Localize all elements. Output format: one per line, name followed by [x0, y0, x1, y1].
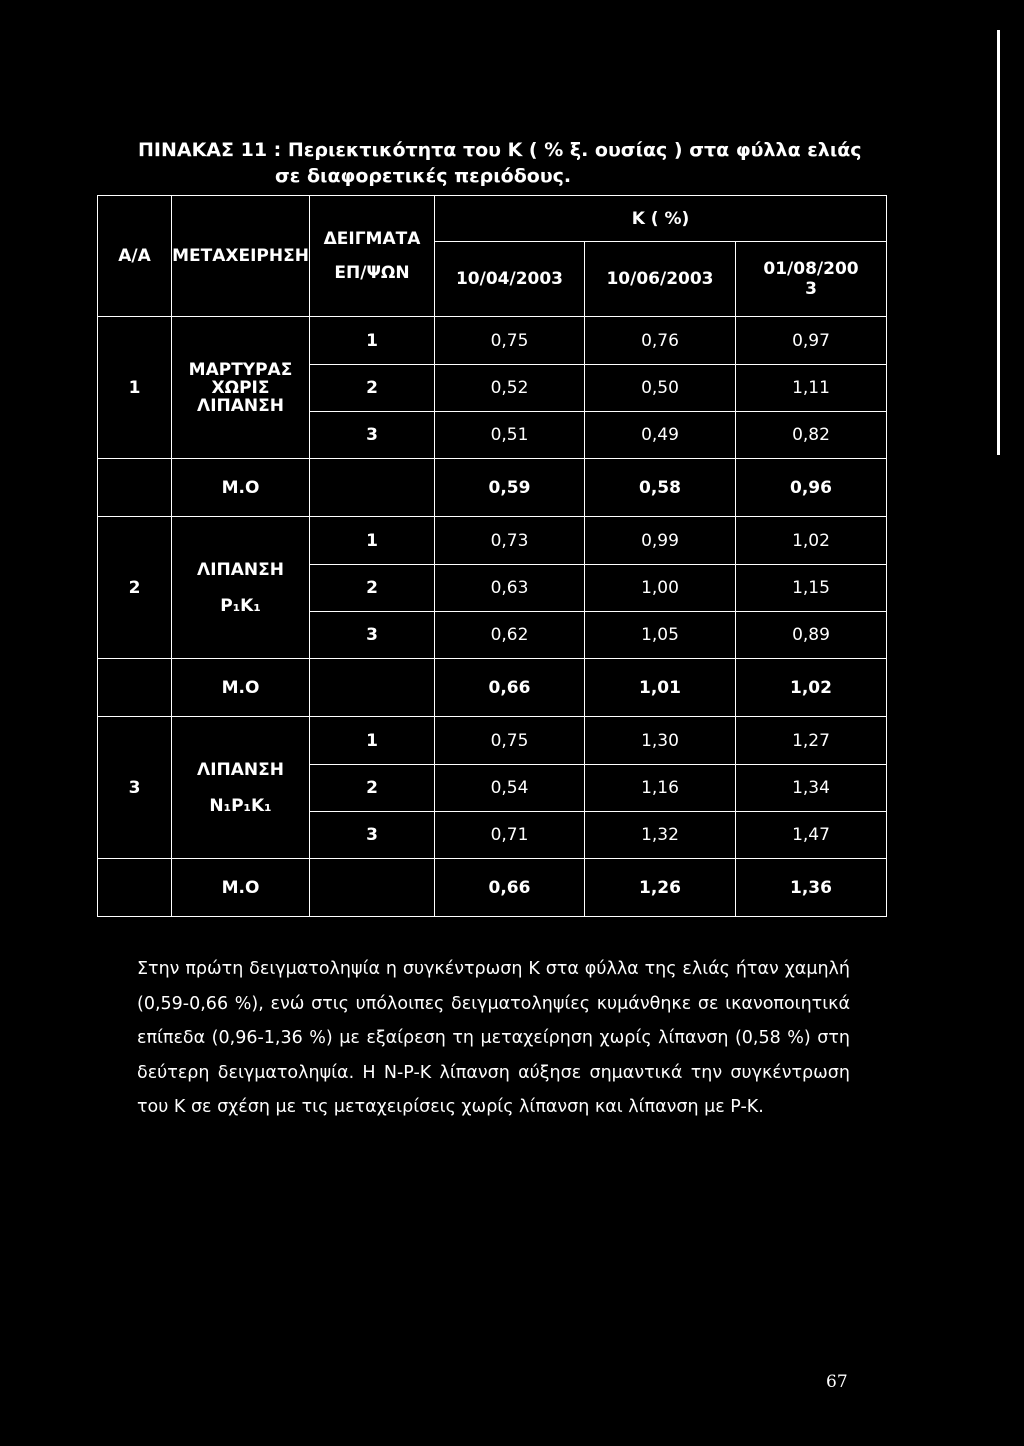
value-cell-date-3: 1,02: [736, 517, 887, 565]
mean-row: [98, 659, 887, 717]
mean-label: Μ.Ο: [172, 659, 310, 717]
sample-cell: 3: [310, 812, 435, 859]
header-date-2: 10/06/2003: [585, 242, 736, 317]
sample-cell: 1: [310, 317, 435, 365]
empty-cell: [310, 659, 435, 717]
header-row-1: [98, 196, 887, 242]
title-line-1: ΠΙΝΑΚΑΣ 11 : Περιεκτικότητα του Κ ( % ξ. ουσίας ) στα φύλλα ελιάς: [138, 139, 862, 161]
treatment-line: ΛΙΠΑΝΣΗ: [197, 395, 284, 416]
value-cell-date-2: 1,30: [585, 717, 736, 765]
value-cell-date-3: 0,97: [736, 317, 887, 365]
treatment-line: N₁P₁K₁: [209, 795, 272, 816]
value-cell-date-1: 0,71: [435, 812, 585, 859]
header-samples-line-1: ΔΕΙΓΜΑΤΑ: [323, 229, 421, 249]
header-date-3-line-1: 01/08/200: [763, 259, 859, 279]
empty-cell: [310, 459, 435, 517]
mean-row: [98, 459, 887, 517]
header-aa: Α/Α: [98, 196, 172, 317]
empty-cell: [310, 859, 435, 917]
treatment-cell: [172, 317, 310, 459]
value-cell-date-1: 0,51: [435, 412, 585, 459]
empty-cell: [98, 659, 172, 717]
value-cell-date-3: 1,27: [736, 717, 887, 765]
mean-value-date-1: 0,66: [435, 659, 585, 717]
value-cell-date-3: 1,34: [736, 765, 887, 812]
value-cell-date-2: 0,49: [585, 412, 736, 459]
mean-value-date-1: 0,66: [435, 859, 585, 917]
sample-cell: 2: [310, 365, 435, 412]
value-cell-date-3: 1,11: [736, 365, 887, 412]
value-cell-date-2: 1,16: [585, 765, 736, 812]
value-cell-date-1: 0,73: [435, 517, 585, 565]
mean-value-date-2: 1,01: [585, 659, 736, 717]
header-date-3-line-2: 3: [805, 279, 817, 299]
value-cell-date-1: 0,63: [435, 565, 585, 612]
table-row: [98, 317, 887, 365]
header-samples-line-2: ΕΠ/ΨΩΝ: [334, 263, 410, 283]
mean-value-date-2: 1,26: [585, 859, 736, 917]
empty-cell: [98, 859, 172, 917]
value-cell-date-1: 0,52: [435, 365, 585, 412]
header-k-group: Κ ( %): [435, 196, 887, 242]
margin-line: [997, 30, 1000, 455]
header-treatment: ΜΕΤΑΧΕΙΡΗΣΗ: [172, 196, 310, 317]
treatment-line: P₁K₁: [220, 595, 261, 616]
treatment-line: ΜΑΡΤΥΡΑΣ: [188, 359, 293, 380]
value-cell-date-2: 0,76: [585, 317, 736, 365]
mean-label: Μ.Ο: [172, 459, 310, 517]
sample-cell: 1: [310, 517, 435, 565]
sample-cell: 3: [310, 612, 435, 659]
header-samples: [310, 196, 435, 317]
value-cell-date-2: 1,32: [585, 812, 736, 859]
value-cell-date-1: 0,62: [435, 612, 585, 659]
group-id-cell: 2: [98, 517, 172, 659]
value-cell-date-2: 0,50: [585, 365, 736, 412]
treatment-line: ΛΙΠΑΝΣΗ: [197, 559, 284, 580]
value-cell-date-3: 0,89: [736, 612, 887, 659]
header-date-3: [736, 242, 887, 317]
body-paragraph: Στην πρώτη δειγματοληψία η συγκέντρωση Κ στα φύλλα της ελιάς ήταν χαμηλή (0,59-0,66 %), ενώ στις υπόλοιπες δειγματοληψίες κυμάνθηκε σε ικανοποιητικά επίπεδα (0,96-1,36 %) με εξαίρεση τη μεταχείρηση χωρίς λίπανση (0,58 %) στη δεύτερη δειγματοληψία. Η N-P-K λίπανση αύξησε σημαντικά την συγκέντρωση του Κ σε σχέση με τις μεταχειρίσεις χωρίς λίπανση και λίπανση με P-K.: [137, 959, 850, 1117]
value-cell-date-3: 0,82: [736, 412, 887, 459]
table-row: [98, 717, 887, 765]
value-cell-date-3: 1,47: [736, 812, 887, 859]
value-cell-date-3: 1,15: [736, 565, 887, 612]
value-cell-date-2: 0,99: [585, 517, 736, 565]
treatment-cell: [172, 517, 310, 659]
mean-value-date-3: 1,36: [736, 859, 887, 917]
value-cell-date-1: 0,75: [435, 717, 585, 765]
group-id-cell: 1: [98, 317, 172, 459]
value-cell-date-2: 1,00: [585, 565, 736, 612]
value-cell-date-1: 0,54: [435, 765, 585, 812]
mean-row: [98, 859, 887, 917]
treatment-line: ΛΙΠΑΝΣΗ: [197, 759, 284, 780]
group-id-cell: 3: [98, 717, 172, 859]
sample-cell: 3: [310, 412, 435, 459]
value-cell-date-1: 0,75: [435, 317, 585, 365]
mean-value-date-3: 0,96: [736, 459, 887, 517]
value-cell-date-2: 1,05: [585, 612, 736, 659]
treatment-cell: [172, 717, 310, 859]
treatment-line: ΧΩΡΙΣ: [211, 377, 270, 398]
sample-cell: 1: [310, 717, 435, 765]
potassium-table: [97, 195, 887, 917]
mean-label: Μ.Ο: [172, 859, 310, 917]
empty-cell: [98, 459, 172, 517]
mean-value-date-1: 0,59: [435, 459, 585, 517]
table-row: [98, 517, 887, 565]
table-title: [138, 137, 878, 189]
mean-value-date-3: 1,02: [736, 659, 887, 717]
page-number: 67: [826, 1372, 848, 1392]
header-date-1: 10/04/2003: [435, 242, 585, 317]
title-line-2: σε διαφορετικές περιόδους.: [275, 165, 572, 187]
sample-cell: 2: [310, 765, 435, 812]
sample-cell: 2: [310, 565, 435, 612]
mean-value-date-2: 0,58: [585, 459, 736, 517]
